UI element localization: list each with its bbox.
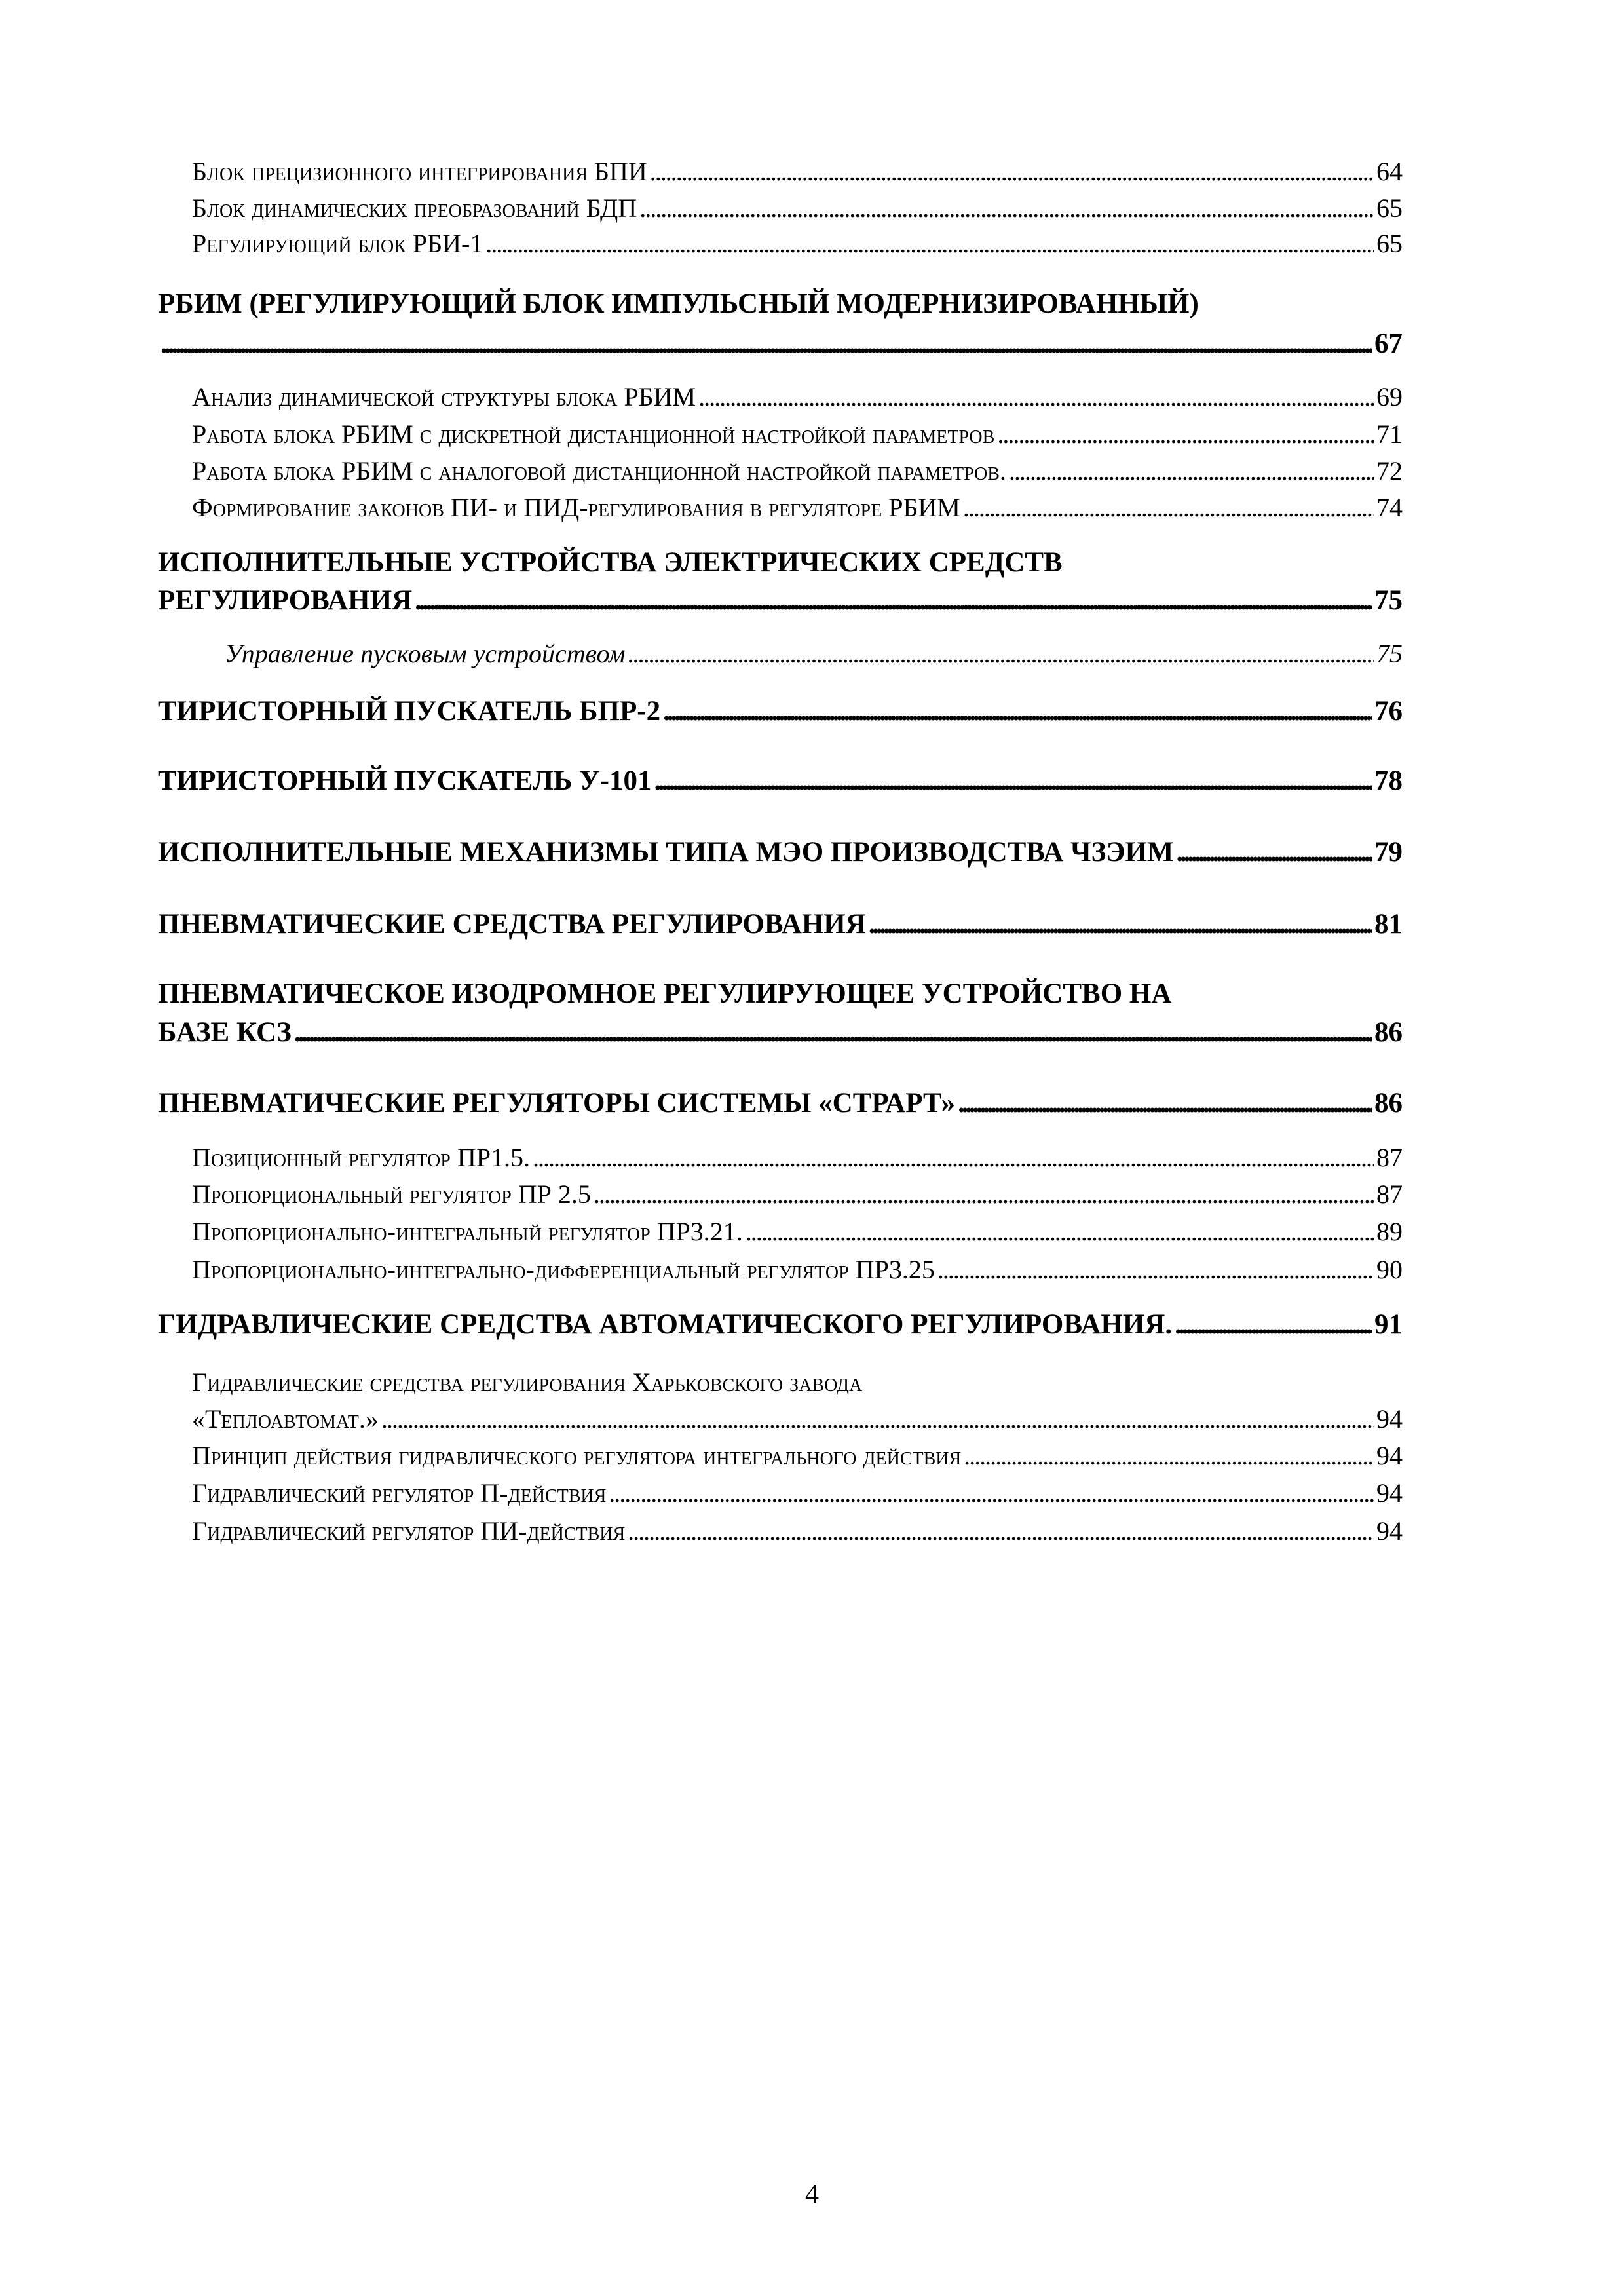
toc-entry-title-line1[interactable]: ИСПОЛНИТЕЛЬНЫЕ УСТРОЙСТВА ЭЛЕКТРИЧЕСКИХ СРЕДСТВ xyxy=(158,547,1063,578)
toc-entry-title[interactable]: Гидравлический регулятор ПИ-действия xyxy=(192,1516,626,1546)
toc-entry-title-line1[interactable]: Гидравлические средства регулирования Харьковского завода xyxy=(192,1368,863,1397)
toc-entry-title[interactable]: Позиционный регулятор ПР1.5. xyxy=(192,1143,530,1172)
toc-entry[interactable] xyxy=(192,492,1403,524)
toc-entry[interactable] xyxy=(158,909,1403,940)
dot-leader xyxy=(628,1516,1374,1547)
dot-leader xyxy=(1009,455,1374,487)
toc-entry-title[interactable]: РЕГУЛИРОВАНИЯ xyxy=(158,585,413,616)
toc-entry[interactable] xyxy=(192,455,1403,487)
dot-leader xyxy=(1175,1309,1372,1341)
toc-entry-title[interactable]: Гидравлический регулятор П-действия xyxy=(192,1478,607,1508)
toc-entry-page[interactable]: 87 xyxy=(1376,1143,1403,1172)
dot-leader xyxy=(294,1017,1372,1048)
toc-entry[interactable] xyxy=(192,381,1403,413)
toc-entry-title-line1[interactable]: ПНЕВМАТИЧЕСКОЕ ИЗОДРОМНОЕ РЕГУЛИРУЮЩЕЕ УСТРОЙСТВО НА xyxy=(158,978,1172,1009)
toc-entry-page[interactable]: 89 xyxy=(1376,1217,1403,1246)
toc-entry[interactable] xyxy=(192,1142,1403,1174)
toc-entry-title[interactable]: ИСПОЛНИТЕЛЬНЫЕ МЕХАНИЗМЫ ТИПА МЭО ПРОИЗВОДСТВА ЧЗЭИМ xyxy=(158,837,1174,868)
dot-leader xyxy=(415,585,1372,617)
toc-entry[interactable] xyxy=(192,1216,1403,1248)
toc-entry[interactable] xyxy=(158,1088,1403,1119)
toc-entry-title[interactable]: Пропорциональный регулятор ПР 2.5 xyxy=(192,1179,591,1209)
dot-leader xyxy=(964,1440,1374,1472)
toc-entry-page[interactable]: 69 xyxy=(1376,382,1403,411)
toc-entry[interactable] xyxy=(192,1254,1403,1286)
toc-entry-title[interactable]: Блок прецизионного интегрирования БПИ xyxy=(192,157,647,186)
toc-entry-title[interactable]: Анализ динамической структуры блока РБИМ xyxy=(192,382,696,411)
toc-entry-title[interactable]: ГИДРАВЛИЧЕСКИЕ СРЕДСТВА АВТОМАТИЧЕСКОГО РЕГУЛИРОВАНИЯ. xyxy=(158,1309,1173,1340)
dot-leader xyxy=(869,909,1372,940)
toc-entry[interactable] xyxy=(225,638,1403,670)
toc-entry-page[interactable]: 65 xyxy=(1376,229,1403,258)
toc-entry-page[interactable]: 74 xyxy=(1376,493,1403,522)
toc-entry[interactable] xyxy=(158,837,1403,868)
toc-entry-title[interactable]: ТИРИСТОРНЫЙ ПУСКАТЕЛЬ У-101 xyxy=(158,765,652,796)
toc-entry-title[interactable]: Принцип действия гидравлического регулятора интегрального действия xyxy=(192,1441,962,1470)
toc-entry-page[interactable]: 75 xyxy=(1376,639,1403,668)
page-number: 4 xyxy=(805,2179,819,2210)
toc-entry-page[interactable]: 81 xyxy=(1374,909,1403,940)
toc-entry-page[interactable]: 71 xyxy=(1376,419,1403,449)
toc-entry-title[interactable]: ТИРИСТОРНЫЙ ПУСКАТЕЛЬ БПР-2 xyxy=(158,696,661,727)
toc-entry-page[interactable]: 94 xyxy=(1376,1516,1403,1546)
dot-leader xyxy=(650,156,1374,187)
toc-entry-title[interactable]: БАЗЕ КСЗ xyxy=(158,1017,292,1048)
toc-entry-page[interactable]: 91 xyxy=(1374,1309,1403,1340)
dot-leader xyxy=(594,1179,1374,1210)
dot-leader xyxy=(609,1478,1374,1509)
toc-entry-title[interactable]: ПНЕВМАТИЧЕСКИЕ СРЕДСТВА РЕГУЛИРОВАНИЯ xyxy=(158,909,866,940)
toc-entry-title[interactable]: Управление пусковым устройством xyxy=(225,639,626,668)
toc-entry[interactable] xyxy=(158,585,1403,617)
dot-leader xyxy=(628,638,1374,670)
toc-entry-page[interactable]: 94 xyxy=(1376,1404,1403,1434)
toc-entry-title[interactable]: Регулирующий блок РБИ-1 xyxy=(192,229,483,258)
dot-leader xyxy=(698,381,1374,413)
toc-entry-page[interactable]: 76 xyxy=(1374,696,1403,727)
toc-entry-page[interactable]: 87 xyxy=(1376,1179,1403,1209)
dot-leader xyxy=(533,1142,1374,1174)
toc-entry-title[interactable]: Пропорционально-интегральный регулятор ПР3.21. xyxy=(192,1217,743,1246)
toc-entry-title[interactable]: Работа блока РБИМ с аналоговой дистанционной настройкой параметров. xyxy=(192,456,1006,486)
toc-entry-page[interactable]: 72 xyxy=(1376,456,1403,486)
toc-entry[interactable] xyxy=(192,228,1403,259)
toc-entry-page[interactable]: 64 xyxy=(1376,157,1403,186)
dot-leader xyxy=(937,1254,1374,1286)
toc-entry-title[interactable]: «Теплоавтомат.» xyxy=(192,1404,379,1434)
toc-entry-page[interactable]: 90 xyxy=(1376,1255,1403,1284)
toc-entry[interactable] xyxy=(192,1478,1403,1509)
dot-leader xyxy=(958,1088,1372,1119)
dot-leader xyxy=(1177,837,1372,868)
toc-entry[interactable] xyxy=(192,193,1403,224)
toc-entry-page[interactable]: 86 xyxy=(1374,1088,1403,1119)
dot-leader xyxy=(746,1216,1374,1248)
toc-entry-title-line1[interactable]: РБИМ (РЕГУЛИРУЮЩИЙ БЛОК ИМПУЛЬСНЫЙ МОДЕРНИЗИРОВАННЫЙ) xyxy=(158,288,1199,319)
toc-entry[interactable] xyxy=(192,419,1403,450)
toc-entry-page[interactable]: 79 xyxy=(1374,837,1403,868)
toc-entry-page[interactable]: 94 xyxy=(1376,1478,1403,1508)
dot-leader xyxy=(161,328,1372,360)
dot-leader xyxy=(963,492,1374,524)
toc-entry[interactable] xyxy=(158,328,1403,360)
toc-entry[interactable] xyxy=(192,1404,1403,1435)
toc-entry[interactable] xyxy=(192,1179,1403,1210)
toc-entry[interactable] xyxy=(192,156,1403,187)
toc-entry-page[interactable]: 75 xyxy=(1374,585,1403,616)
toc-entry-page[interactable]: 86 xyxy=(1374,1017,1403,1048)
toc-entry-title[interactable]: Блок динамических преобразований БДП xyxy=(192,193,637,223)
toc-entry-title[interactable]: ПНЕВМАТИЧЕСКИЕ РЕГУЛЯТОРЫ СИСТЕМЫ «СТРАРТ» xyxy=(158,1088,956,1119)
toc-entry-title[interactable]: Работа блока РБИМ с дискретной дистанционной настройкой параметров xyxy=(192,419,995,449)
toc-entry-page[interactable]: 67 xyxy=(1374,328,1403,359)
toc-entry[interactable] xyxy=(158,696,1403,727)
dot-leader xyxy=(997,419,1374,450)
dot-leader xyxy=(485,228,1374,259)
toc-entry-title[interactable]: Пропорционально-интегрально-дифференциальный регулятор ПР3.25 xyxy=(192,1255,935,1284)
toc-entry[interactable] xyxy=(158,1017,1403,1048)
toc-entry-title[interactable]: Формирование законов ПИ- и ПИД-регулирования в регуляторе РБИМ xyxy=(192,493,960,522)
toc-entry-page[interactable]: 65 xyxy=(1376,193,1403,223)
toc-entry-page[interactable]: 78 xyxy=(1374,765,1403,796)
toc-entry[interactable] xyxy=(192,1440,1403,1472)
toc-entry[interactable] xyxy=(158,1309,1403,1341)
dot-leader xyxy=(381,1404,1374,1435)
dot-leader xyxy=(663,696,1372,727)
toc-entry[interactable] xyxy=(192,1516,1403,1547)
toc-entry[interactable] xyxy=(158,765,1403,797)
dot-leader xyxy=(639,193,1374,224)
toc-entry-page[interactable]: 94 xyxy=(1376,1441,1403,1470)
dot-leader xyxy=(654,765,1372,797)
